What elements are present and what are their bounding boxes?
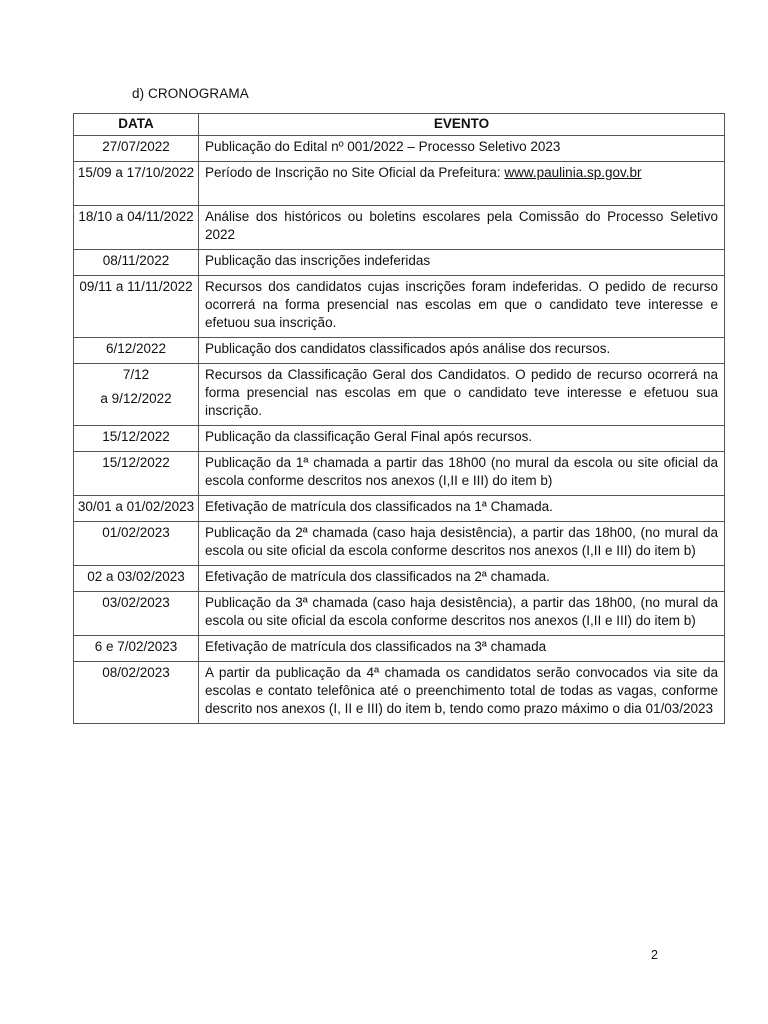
row-date: 27/07/2022	[74, 136, 199, 162]
row-event	[199, 162, 725, 206]
date-line-1: 7/12	[122, 367, 150, 382]
row-event: Publicação dos candidatos classificados após análise dos recursos.	[199, 338, 725, 364]
table-header-row	[74, 114, 725, 136]
table-row	[74, 496, 725, 522]
table-row	[74, 662, 725, 724]
row-event: Publicação do Edital nº 001/2022 – Processo Seletivo 2023	[199, 136, 725, 162]
table-row	[74, 136, 725, 162]
column-header-event: EVENTO	[199, 114, 725, 136]
row-event: Análise dos históricos ou boletins escolares pela Comissão do Processo Seletivo 2022	[199, 206, 725, 250]
row-date: 18/10 a 04/11/2022	[74, 206, 199, 250]
row-date	[74, 364, 199, 426]
row-event: Efetivação de matrícula dos classificados na 2ª chamada.	[199, 566, 725, 592]
row-event: Publicação da 3ª chamada (caso haja desistência), a partir das 18h00, (no mural da escola ou site oficial da escola conforme descritos nos anexos (I,II e III) do item b)	[199, 592, 725, 636]
table-row	[74, 276, 725, 338]
row-date: 30/01 a 01/02/2023	[74, 496, 199, 522]
row-event: Publicação da classificação Geral Final após recursos.	[199, 426, 725, 452]
table-row	[74, 592, 725, 636]
row-date: 01/02/2023	[74, 522, 199, 566]
row-event: Recursos da Classificação Geral dos Candidatos. O pedido de recurso ocorrerá na forma presencial nas escolas em que o candidato teve interesse e efetuou sua inscrição.	[199, 364, 725, 426]
row-date: 09/11 a 11/11/2022	[74, 276, 199, 338]
row-date: 08/02/2023	[74, 662, 199, 724]
row-event: A partir da publicação da 4ª chamada os candidatos serão convocados via site da escolas e contato telefônica até o preenchimento total de todas as vagas, conforme descrito nos anexos (I, II e III) do item b, tendo como prazo máximo o dia 01/03/2023	[199, 662, 725, 724]
table-row	[74, 522, 725, 566]
table-row	[74, 206, 725, 250]
row-event: Efetivação de matrícula dos classificados na 1ª Chamada.	[199, 496, 725, 522]
table-row	[74, 250, 725, 276]
table-row	[74, 364, 725, 426]
row-date: 6 e 7/02/2023	[74, 636, 199, 662]
row-event: Publicação da 2ª chamada (caso haja desistência), a partir das 18h00, (no mural da escola ou site oficial da escola conforme descritos nos anexos (I,II e III) do item b)	[199, 522, 725, 566]
page-number: 2	[651, 948, 658, 962]
date-line-2: a 9/12/2022	[100, 391, 172, 406]
event-text: Período de Inscrição no Site Oficial da Prefeitura:	[205, 165, 505, 180]
row-event: Publicação das inscrições indeferidas	[199, 250, 725, 276]
table-row	[74, 636, 725, 662]
row-event: Efetivação de matrícula dos classificados na 3ª chamada	[199, 636, 725, 662]
row-event: Recursos dos candidatos cujas inscrições foram indeferidas. O pedido de recurso ocorrerá na forma presencial nas escolas em que o candidato teve interesse e efetuou sua inscrição.	[199, 276, 725, 338]
row-date: 6/12/2022	[74, 338, 199, 364]
column-header-date: DATA	[74, 114, 199, 136]
table-row	[74, 162, 725, 206]
table-row	[74, 452, 725, 496]
row-date: 15/12/2022	[74, 452, 199, 496]
row-date: 02 a 03/02/2023	[74, 566, 199, 592]
section-title: d) CRONOGRAMA	[132, 86, 249, 101]
row-date: 15/09 a 17/10/2022	[74, 162, 199, 206]
prefeitura-website-link[interactable]: www.paulinia.sp.gov.br	[504, 165, 642, 180]
table-row	[74, 338, 725, 364]
table-row	[74, 566, 725, 592]
table-row	[74, 426, 725, 452]
row-event: Publicação da 1ª chamada a partir das 18h00 (no mural da escola ou site oficial da escola conforme descritos nos anexos (I,II e III) do item b)	[199, 452, 725, 496]
row-date: 15/12/2022	[74, 426, 199, 452]
schedule-table	[73, 113, 725, 724]
row-date: 08/11/2022	[74, 250, 199, 276]
row-date: 03/02/2023	[74, 592, 199, 636]
